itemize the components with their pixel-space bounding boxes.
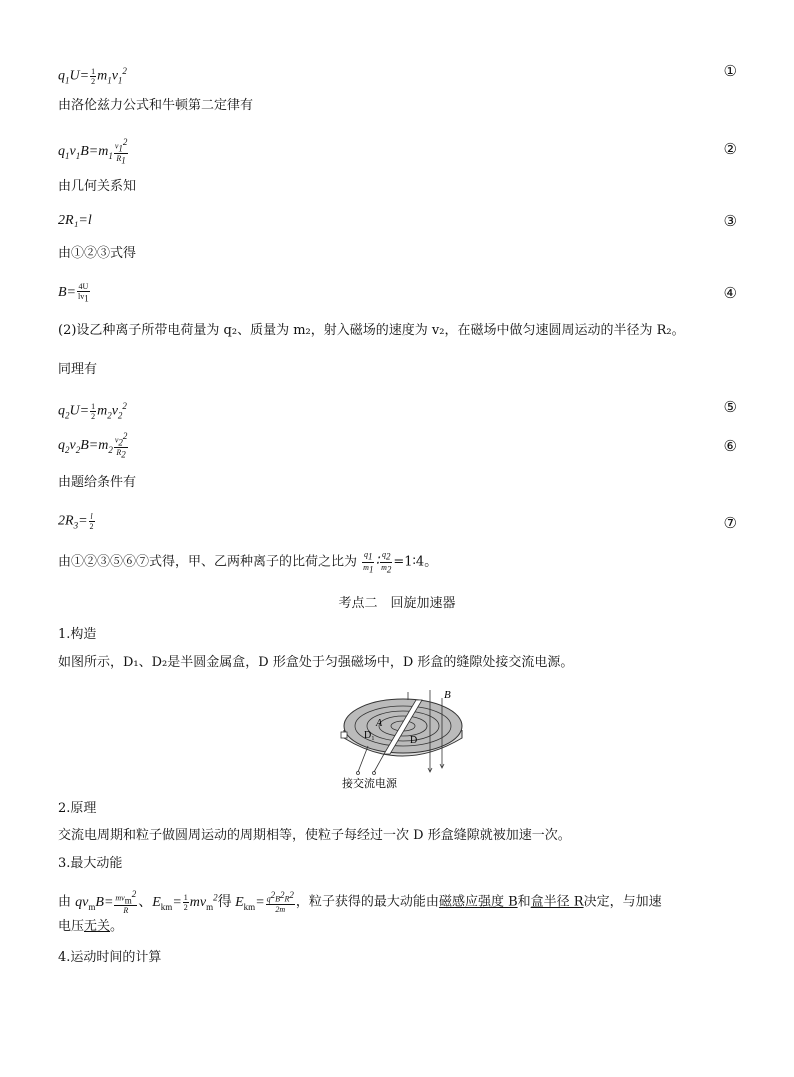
equation-7-number: ⑦	[723, 514, 737, 532]
text-part-2: (2)设乙种离子所带电荷量为 q₂、质量为 m₂，射入磁场的速度为 v₂，在磁场中做匀速圆周运动的半径为 R₂。	[58, 323, 685, 338]
text-given-conditions: 由题给条件有	[58, 475, 137, 490]
label-A: A	[376, 718, 383, 729]
equation-7: $2R_3=$ $\frac{l}{2}$	[58, 512, 94, 531]
equation-6-number: ⑥	[723, 437, 737, 455]
underlined-box-radius: 盒半径 R	[530, 894, 584, 910]
text-max-kinetic-energy: 由 $qv_mB=$ $\frac{mv_m^2}{R}$ 、$E_{km}=$ $\frac{1}{2}$ $mv_m^2$得 $E_{km}=$ $\frac{q^2B^2R^2}{2m}$ ，粒子获得的最大动能由磁感应强度 B和盒半径 R决定，与加速	[58, 888, 662, 916]
equation-4-number: ④	[723, 284, 737, 302]
figure-caption: 接交流电源	[342, 778, 397, 790]
text-from-123: 由①②③式得	[58, 246, 137, 261]
equation-3: 2R₁=l	[58, 213, 92, 228]
text-conclusion: 由①②③⑤⑥⑦式得，甲、乙两种离子的比荷之比为 $\frac{q_1}{m_1}$ ∶ $\frac{q_2}{m_2}$ =1∶4。	[58, 550, 438, 575]
equation-1: $q_1U=$ $\frac{1}{2}$ $m_1v_1^2$	[58, 66, 127, 86]
equation-5-number: ⑤	[723, 398, 737, 416]
equation-1-number: ①	[723, 62, 737, 80]
text-structure: 如图所示，D₁、D₂是半圆金属盒，D 形盒处于匀强磁场中，D 形盒的缝隙处接交流电源。	[58, 655, 574, 670]
label-B: B	[444, 689, 451, 701]
heading-structure: 1.构造	[58, 627, 97, 642]
equation-2-number: ②	[723, 140, 737, 158]
text-principle: 交流电周期和粒子做圆周运动的周期相等，使粒子每经过一次 D 形盒缝隙就被加速一次。	[58, 828, 571, 843]
label-D1: D₁	[364, 730, 375, 741]
cyclotron-diagram	[338, 686, 468, 791]
section-title: 考点二 回旋加速器	[338, 596, 456, 611]
cyclotron-figure	[338, 686, 468, 795]
underlined-magnetic-induction: 磁感应强度 B	[438, 894, 518, 910]
text-lorentz: 由洛伦兹力公式和牛顿第二定律有	[58, 98, 254, 113]
label-D2: D	[410, 735, 418, 746]
equation-6: $q_2v_2B=m_2$ $\frac{v_2^2}{R_2}$	[58, 431, 128, 460]
heading-max-kinetic-energy: 3.最大动能	[58, 856, 123, 871]
text-same-reasoning: 同理有	[58, 362, 98, 377]
heading-principle: 2.原理	[58, 801, 97, 816]
underlined-unrelated: 无关	[84, 919, 111, 934]
equation-4: B= $\frac{4U}{lv_1}$	[58, 282, 89, 304]
heading-motion-time: 4.运动时间的计算	[58, 950, 162, 965]
text-max-kinetic-energy-cont: 电压无关。	[58, 919, 124, 934]
equation-2: $q_1v_1B=m_1$ $\frac{v_1^2}{R_1}$	[58, 137, 128, 166]
text-geometry: 由几何关系知	[58, 179, 137, 194]
equation-3-number: ③	[723, 212, 737, 230]
equation-5: $q_2U=$ $\frac{1}{2}$ $m_2v_2^2$	[58, 401, 127, 421]
